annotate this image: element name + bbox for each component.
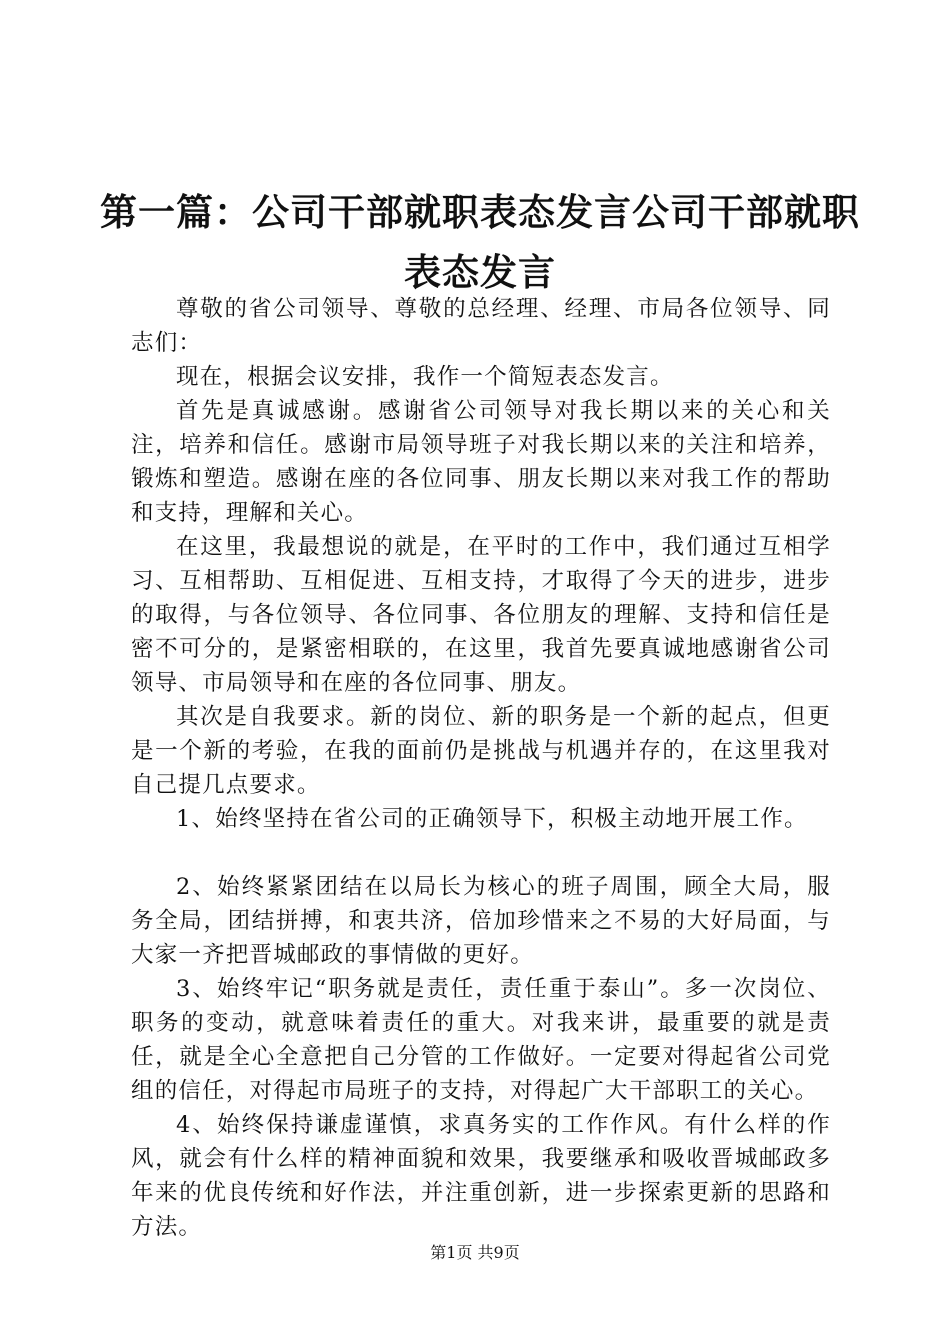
paragraph-point-3: 3、始终牢记“职务就是责任，责任重于泰山”。多一次岗位、职务的变动，就意味着责任的重大。对我来讲，最重要的就是责任，就是全心全意把自己分管的工作做好。一定要对得起省公司党组的信任，对得起市局班子的支持，对得起广大干部职工的关心。	[131, 976, 831, 1104]
paragraph-thanks: 首先是真诚感谢。感谢省公司领导对我长期以来的关心和关注，培养和信任。感谢市局领导班子对我长期以来的关注和培养，锻炼和塑造。感谢在座的各位同事、朋友长期以来对我工作的帮助和支持，理解和关心。	[131, 398, 831, 526]
document-body	[131, 292, 831, 1244]
paragraph-point-1: 1、始终坚持在省公司的正确领导下，积极主动地开展工作。	[176, 806, 808, 832]
paragraph-point-4: 4、始终保持谦虚谨慎，求真务实的工作作风。有什么样的作风，就会有什么样的精神面貌和效果，我要继承和吸收晋城邮政多年来的优良传统和好作法，并注重创新，进一步探索更新的思路和方法。	[131, 1112, 831, 1240]
paragraph-requirements: 其次是自我要求。新的岗位、新的职务是一个新的起点，但更是一个新的考验，在我的面前仍是挑战与机遇并存的，在这里我对自己提几点要求。	[131, 704, 831, 798]
document-title: 第一篇：公司干部就职表态发言公司干部就职表态发言	[100, 190, 860, 294]
paragraph-gratitude: 在这里，我最想说的就是，在平时的工作中，我们通过互相学习、互相帮助、互相促进、互相支持，才取得了今天的进步，进步的取得，与各位领导、各位同事、各位朋友的理解、支持和信任是密不可分的，是紧密相联的，在这里，我首先要真诚地感谢省公司领导、市局领导和在座的各位同事、朋友。	[131, 534, 831, 696]
paragraph-point-2: 2、始终紧紧团结在以局长为核心的班子周围，顾全大局，服务全局，团结拼搏，和衷共济，倍加珍惜来之不易的大好局面，与大家一齐把晋城邮政的事情做的更好。	[131, 874, 831, 968]
page-number-footer: 第1页 共9页	[430, 1243, 520, 1262]
paragraph-intro: 现在，根据会议安排，我作一个简短表态发言。	[176, 364, 674, 390]
paragraph-salutation: 尊敬的省公司领导、尊敬的总经理、经理、市局各位领导、同志们：	[131, 296, 831, 356]
